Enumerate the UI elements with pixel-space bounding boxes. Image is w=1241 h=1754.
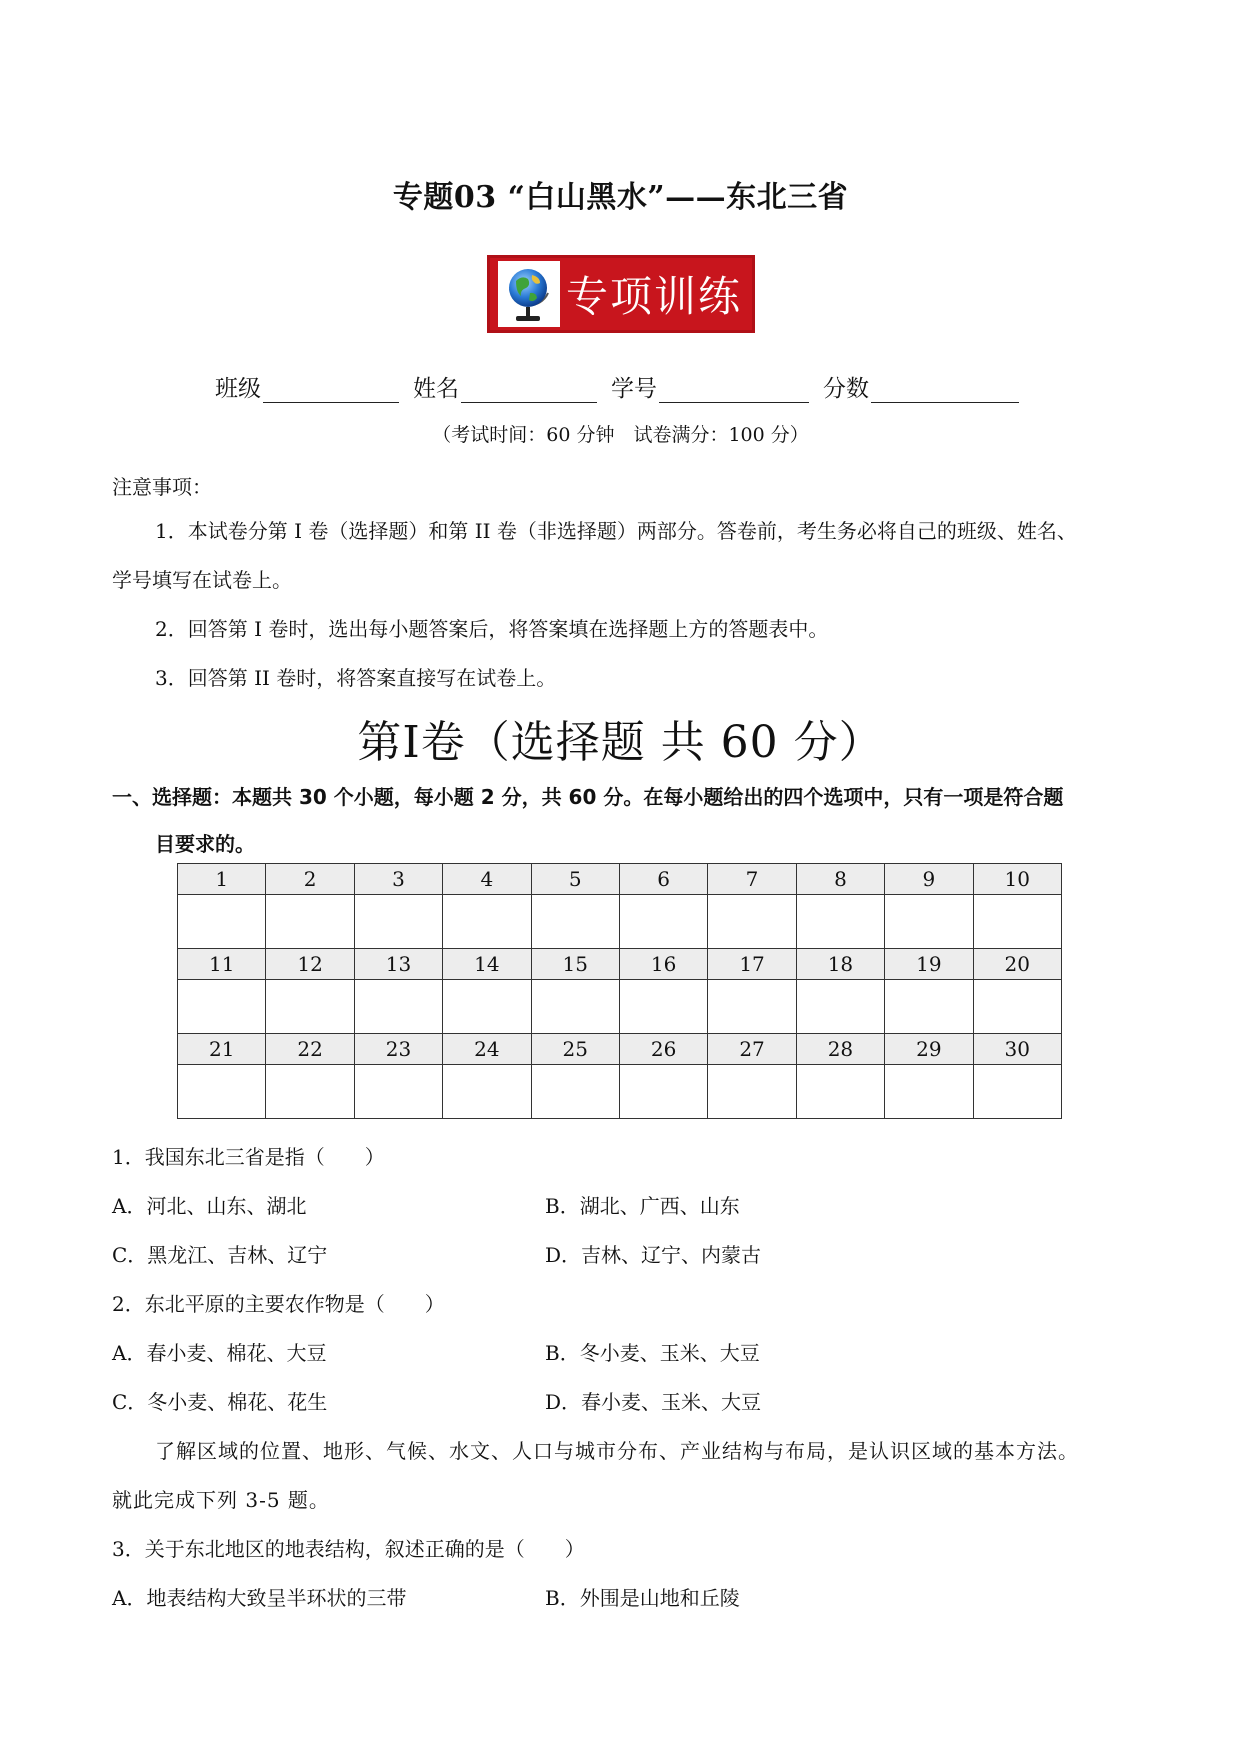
answer-number: 23	[354, 1034, 442, 1065]
notice-item-1-cont: 学号填写在试卷上。	[112, 568, 292, 592]
question-1-option-a: A．河北、山东、湖北	[112, 1194, 307, 1218]
answer-number: 26	[619, 1034, 707, 1065]
question-1-option-c: C．黑龙江、吉林、辽宁	[112, 1243, 328, 1267]
answer-number: 29	[885, 1034, 973, 1065]
question-1-option-b: B．湖北、广西、山东	[545, 1194, 740, 1218]
answer-number-row	[178, 864, 1062, 895]
answer-cell[interactable]	[973, 895, 1061, 949]
answer-cell[interactable]	[973, 980, 1061, 1034]
question-3-option-a: A．地表结构大致呈半环状的三带	[112, 1586, 407, 1610]
answer-number: 5	[531, 864, 619, 895]
answer-cell[interactable]	[266, 980, 354, 1034]
question-1-stem: 1．我国东北三省是指（ ）	[112, 1145, 385, 1169]
student-info-fields	[215, 370, 1033, 403]
page-title: 专题03 “白山黑水”——东北三省	[392, 180, 849, 215]
answer-number: 10	[973, 864, 1061, 895]
answer-number: 19	[885, 949, 973, 980]
answer-cell[interactable]	[354, 1065, 442, 1119]
answer-number: 3	[354, 864, 442, 895]
score-blank[interactable]	[871, 380, 1019, 403]
answer-cell[interactable]	[708, 980, 796, 1034]
answer-number: 22	[266, 1034, 354, 1065]
score-label: 分数	[823, 376, 869, 402]
answer-cell[interactable]	[531, 980, 619, 1034]
question-intro: 一、选择题：本题共 30 个小题，每小题 2 分，共 60 分。在每小题给出的四个选项中，只有一项是符合题	[112, 785, 1064, 809]
answer-table	[177, 863, 1062, 1119]
answer-number: 20	[973, 949, 1061, 980]
class-field[interactable]	[215, 370, 399, 403]
answer-number: 30	[973, 1034, 1061, 1065]
answer-cell[interactable]	[443, 980, 531, 1034]
answer-cell[interactable]	[619, 980, 707, 1034]
answer-number: 15	[531, 949, 619, 980]
answer-number: 13	[354, 949, 442, 980]
answer-cell[interactable]	[266, 1065, 354, 1119]
notice-item-2: 2．回答第 I 卷时，选出每小题答案后，将答案填在选择题上方的答题表中。	[155, 617, 829, 641]
answer-cell[interactable]	[796, 980, 884, 1034]
answer-cell[interactable]	[885, 1065, 973, 1119]
question-3-stem: 3．关于东北地区的地表结构，叙述正确的是（ ）	[112, 1537, 585, 1561]
question-intro-cont: 目要求的。	[155, 832, 255, 856]
answer-cell[interactable]	[354, 980, 442, 1034]
answer-cell[interactable]	[178, 980, 266, 1034]
answer-cell[interactable]	[443, 1065, 531, 1119]
answer-cell[interactable]	[708, 895, 796, 949]
answer-cell[interactable]	[973, 1065, 1061, 1119]
answer-number: 18	[796, 949, 884, 980]
student-id-field[interactable]	[611, 370, 809, 403]
answer-number: 11	[178, 949, 266, 980]
answer-cell[interactable]	[178, 895, 266, 949]
answer-number: 25	[531, 1034, 619, 1065]
answer-cell[interactable]	[619, 895, 707, 949]
answer-number: 21	[178, 1034, 266, 1065]
student-id-label: 学号	[611, 376, 657, 402]
answer-number: 16	[619, 949, 707, 980]
answer-number: 2	[266, 864, 354, 895]
question-2-option-a: A．春小麦、棉花、大豆	[112, 1341, 327, 1365]
question-2-option-b: B．冬小麦、玉米、大豆	[545, 1341, 760, 1365]
answer-cell[interactable]	[885, 980, 973, 1034]
answer-cell[interactable]	[796, 895, 884, 949]
notice-item-1: 1．本试卷分第 I 卷（选择题）和第 II 卷（非选择题）两部分。答卷前，考生务必将自己的班级、姓名、	[155, 519, 1077, 543]
name-label: 姓名	[413, 376, 459, 402]
answer-cell[interactable]	[619, 1065, 707, 1119]
exam-info: （考试时间：60 分钟 试卷满分：100 分）	[432, 424, 809, 446]
passage-text: 了解区域的位置、地形、气候、水文、人口与城市分布、产业结构与布局，是认识区域的基本方法。	[155, 1439, 1079, 1463]
badge-text: 专项训练	[566, 272, 743, 321]
answer-number: 9	[885, 864, 973, 895]
answer-cell[interactable]	[266, 895, 354, 949]
passage-text-cont: 就此完成下列 3-5 题。	[112, 1488, 330, 1512]
answer-cell[interactable]	[443, 895, 531, 949]
notice-heading: 注意事项：	[112, 475, 212, 499]
section-title: 第Ⅰ卷（选择题 共 60 分）	[357, 717, 884, 768]
answer-cell[interactable]	[531, 895, 619, 949]
answer-cell[interactable]	[178, 1065, 266, 1119]
answer-blank-row	[178, 895, 1062, 949]
answer-cell[interactable]	[885, 895, 973, 949]
answer-number: 12	[266, 949, 354, 980]
answer-blank-row	[178, 980, 1062, 1034]
question-2-stem: 2．东北平原的主要农作物是（ ）	[112, 1292, 445, 1316]
class-label: 班级	[215, 376, 261, 402]
score-field[interactable]	[823, 370, 1019, 403]
training-badge	[487, 255, 755, 333]
student-id-blank[interactable]	[659, 380, 809, 403]
question-3-option-b: B．外围是山地和丘陵	[545, 1586, 740, 1610]
answer-cell[interactable]	[354, 895, 442, 949]
answer-number: 14	[443, 949, 531, 980]
answer-number: 1	[178, 864, 266, 895]
class-blank[interactable]	[263, 380, 399, 403]
question-1-option-d: D．吉林、辽宁、内蒙古	[545, 1243, 762, 1267]
answer-number: 28	[796, 1034, 884, 1065]
name-field[interactable]	[413, 370, 597, 403]
answer-number: 17	[708, 949, 796, 980]
answer-number: 27	[708, 1034, 796, 1065]
answer-number: 8	[796, 864, 884, 895]
question-2-option-c: C．冬小麦、棉花、花生	[112, 1390, 328, 1414]
answer-number: 6	[619, 864, 707, 895]
answer-cell[interactable]	[796, 1065, 884, 1119]
answer-number: 4	[443, 864, 531, 895]
notice-item-3: 3．回答第 II 卷时，将答案直接写在试卷上。	[155, 666, 557, 690]
answer-number-row	[178, 949, 1062, 980]
answer-number: 7	[708, 864, 796, 895]
globe-icon	[498, 261, 560, 327]
name-blank[interactable]	[461, 380, 597, 403]
answer-number: 24	[443, 1034, 531, 1065]
answer-blank-row	[178, 1065, 1062, 1119]
answer-number-row	[178, 1034, 1062, 1065]
answer-cell[interactable]	[531, 1065, 619, 1119]
question-2-option-d: D．春小麦、玉米、大豆	[545, 1390, 762, 1414]
answer-cell[interactable]	[708, 1065, 796, 1119]
